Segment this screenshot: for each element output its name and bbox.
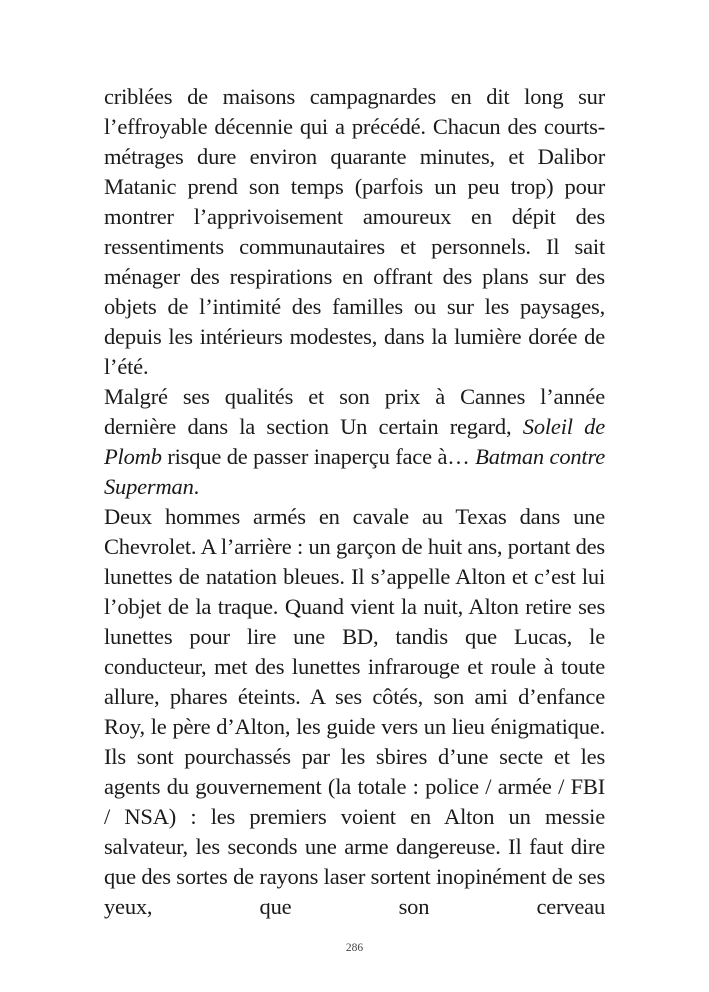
paragraph-3 bbox=[104, 502, 605, 922]
paragraph-3-text: Deux hommes armés en cavale au Texas dans une Chevrolet. A l’arrière : un garçon de huit ans, portant des lunettes de natation bleues. Il s’appelle Alton et c’est lui l’objet de la traque. Quand vient la nuit, Alton retire ses lunettes pour lire une BD, tandis que Lucas, le conducteur, met des lunettes infrarouge et roule à toute allure, phares éteints. A ses côtés, son ami d’enfance Roy, le père d’Alton, les guide vers un lieu énigmatique. Ils sont pourchassés par les sbires d’une secte et les agents du gouvernement (la totale : police / armée / FBI / NSA) : les premiers voient en Alton un messie salvateur, les seconds une arme dangereuse. Il faut dire que des sortes de rayons laser sortent inopinément de ses yeux, que son cerveau bbox=[104, 504, 605, 919]
paragraph-2 bbox=[104, 382, 605, 502]
page-number: 286 bbox=[345, 942, 364, 954]
paragraph-1 bbox=[104, 82, 605, 382]
film-title-soleil-de-plomb: Soleil de Plomb bbox=[104, 414, 605, 469]
page-body-text bbox=[104, 82, 605, 922]
paragraph-2-text-c: . bbox=[193, 474, 200, 499]
film-title-batman-contre-superman: Batman contre Superman bbox=[104, 444, 605, 499]
paragraph-1-text: criblées de maisons campagnardes en dit long sur l’effroyable décennie qui a précédé. Chacun des courts-métrages dure environ quarante minutes, et Dalibor Matanic prend son temps (parfois un peu trop) pour montrer l’apprivoisement amoureux en dépit des ressentiments communautaires et personnels. Il sait ménager des respirations en offrant des plans sur des objets de l’intimité des familles ou sur les paysages, depuis les intérieurs modestes, dans la lumière dorée de l’été. bbox=[104, 84, 605, 379]
paragraph-2-text-a: Malgré ses qualités et son prix à Cannes l’année dernière dans la section Un certain regard, bbox=[104, 384, 605, 439]
paragraph-2-text-b: risque de passer inaperçu face à… bbox=[161, 444, 476, 469]
